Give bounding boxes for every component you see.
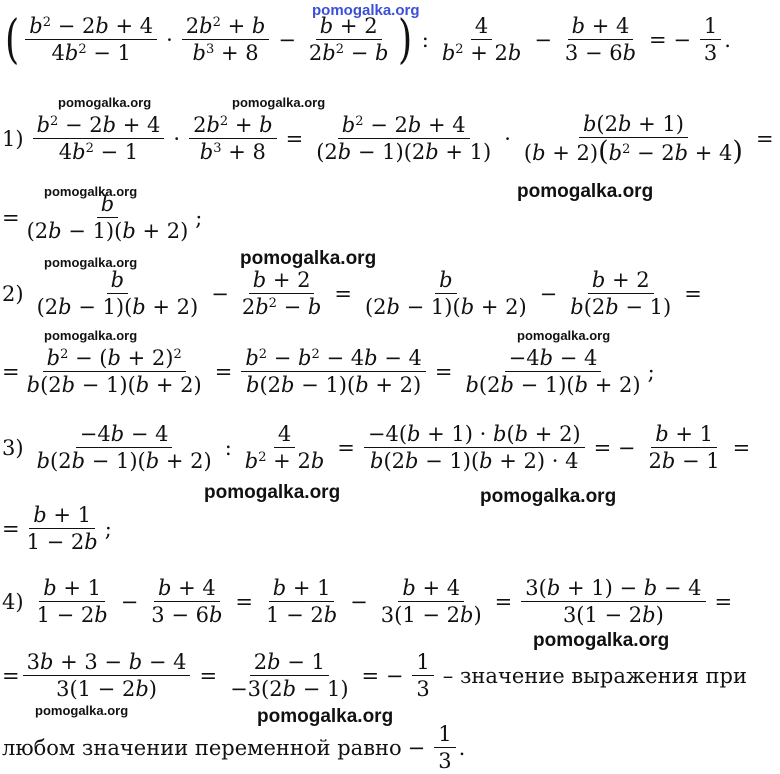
watermark: pomogalka.org xyxy=(232,95,326,110)
problem-statement: ( $\frac{b^2 - 2b + 4}{4b^2 - 1}$ · $\frac{2b^2 + b}{b^3 + 8}$ − $\frac{b + 2}{2b^2 - b}$ ) : $\frac{4}{b^2 + 2b}$ − $\frac{b + 4}{3 - 6b}$ = − $\frac{1}{3}$ . xyxy=(5,10,731,71)
watermark: pomogalka.org xyxy=(240,248,377,269)
watermark: pomogalka.org xyxy=(480,486,617,507)
conclusion-text-2: любом значении переменной равно xyxy=(2,736,402,761)
step-1: 1) $\frac{b^2 - 2b + 4}{4b^2 - 1}$ · $\frac{2b^2 + b}{b^3 + 8}$ = $\frac{b^2 - 2b + 4}{(2b - 1)(2b + 1)}$ · $\frac{b(2b + 1)}{(b + 2)(b^2 - 2b + 4)}$ = xyxy=(2,112,774,168)
step-2: 2) $\frac{b}{(2b - 1)(b + 2)}$ − $\frac{b + 2}{2b^2 - b}$ = $\frac{b}{(2b - 1)(b + 2)}$ − $\frac{b + 2}{b(2b - 1)}$ = xyxy=(2,268,702,320)
watermark: pomogalka.org xyxy=(533,630,670,651)
watermark: pomogalka.org xyxy=(58,95,152,110)
step-4-continued: = $\frac{3b + 3 - b - 4}{3(1 - 2b)}$ = $\frac{2b - 1}{-3(2b - 1)}$ = − $\frac{1}{3}$ – значение выражения при xyxy=(2,650,747,702)
watermark: pomogalka.org xyxy=(35,703,129,718)
step-label: 2) xyxy=(2,282,24,307)
step-3: 3) $\frac{-4b - 4}{b(2b - 1)(b + 2)}$ : $\frac{4}{b^2 + 2b}$ = $\frac{-4(b + 1) \cdot b(b + 2)}{b(2b - 1)(b + 2) \cdot 4}$ = − $\frac{b + 1}{2b - 1}$ = xyxy=(2,422,751,474)
step-3-result: = $\frac{b + 1}{1 - 2b}$ ; xyxy=(2,503,112,555)
step-1-result: = $\frac{b}{(2b - 1)(b + 2)}$ ; xyxy=(2,192,203,244)
watermark: pomogalka.org xyxy=(204,482,341,503)
watermark: pomogalka.org xyxy=(517,181,654,202)
watermark-top: pomogalka.org xyxy=(312,2,420,19)
conclusion-text: – значение выражения при xyxy=(442,664,747,689)
watermark: pomogalka.org xyxy=(44,328,138,343)
step-2-continued: = $\frac{b^2 - (b + 2)^2}{b(2b - 1)(b + 2)}$ = $\frac{b^2 - b^2 - 4b - 4}{b(2b - 1)(b + 2)}$ = $\frac{-4b - 4}{b(2b - 1)(b + 2)}$ ; xyxy=(2,346,655,398)
watermark: pomogalka.org xyxy=(44,184,138,199)
step-label: 4) xyxy=(2,590,24,615)
step-label: 1) xyxy=(2,127,24,152)
watermark: pomogalka.org xyxy=(257,706,394,727)
watermark: pomogalka.org xyxy=(517,328,611,343)
conclusion-line: любом значении переменной равно − $\frac{1}{3}$ . xyxy=(2,722,466,774)
step-4: 4) $\frac{b + 1}{1 - 2b}$ − $\frac{b + 4}{3 - 6b}$ = $\frac{b + 1}{1 - 2b}$ − $\frac{b + 4}{3(1 - 2b)}$ = $\frac{3(b + 1) - b - 4}{3(1 - 2b)}$ = xyxy=(2,576,733,628)
watermark: pomogalka.org xyxy=(44,255,138,270)
step-label: 3) xyxy=(2,436,24,461)
